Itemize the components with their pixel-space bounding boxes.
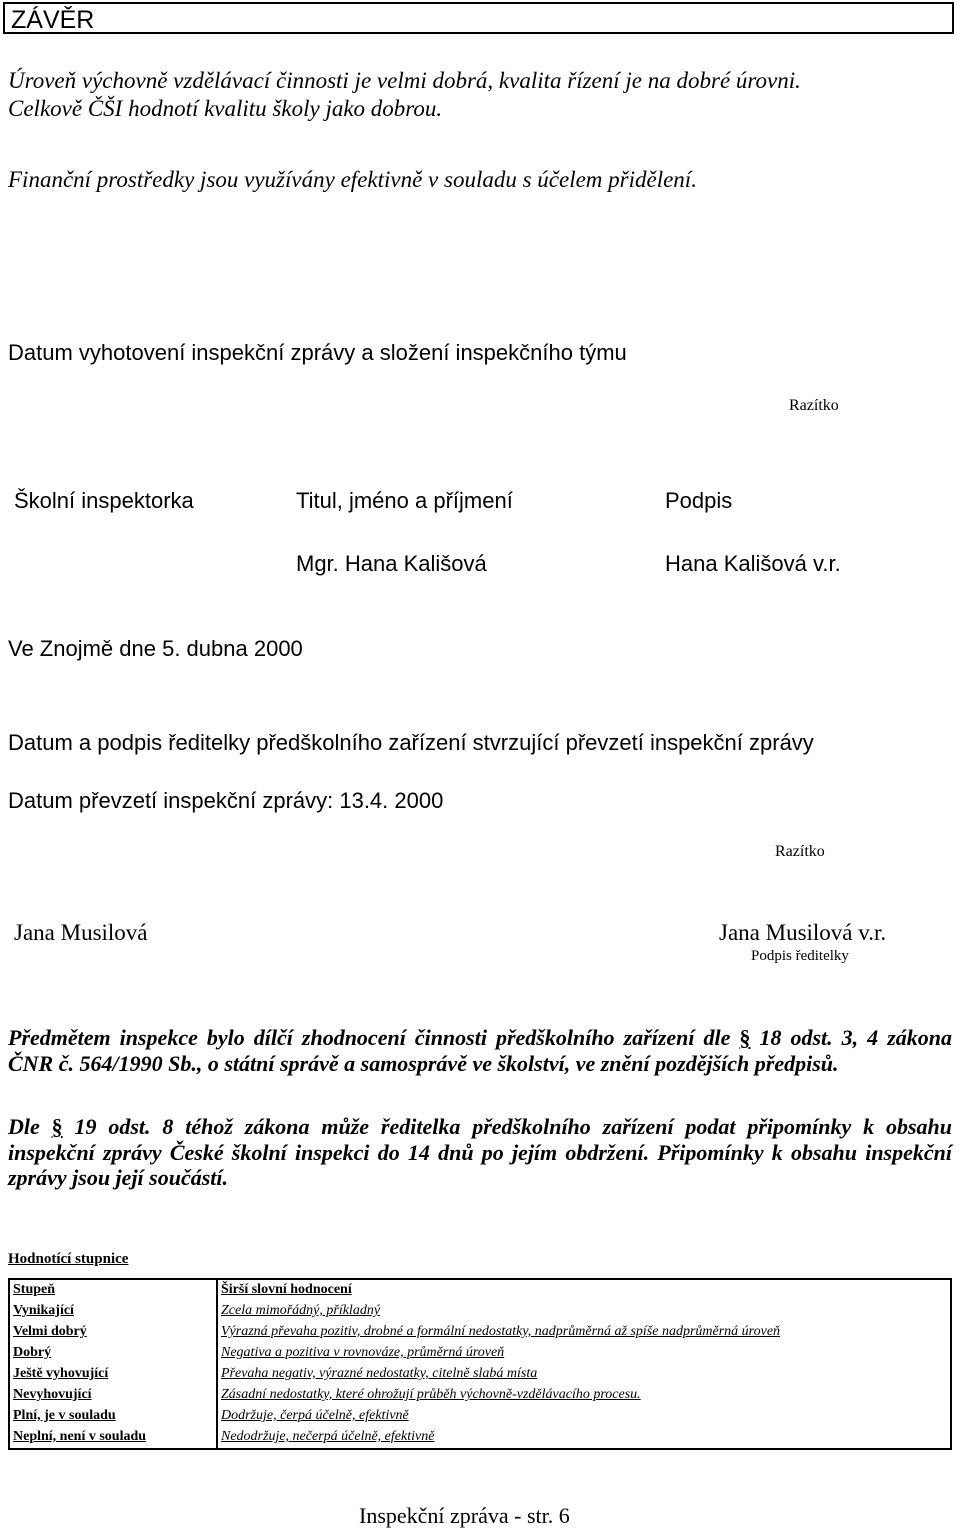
conclusion-line-3: Finanční prostředky jsou využívány efektivně v souladu s účelem přidělení. (8, 167, 697, 192)
table-cell (217, 1364, 951, 1385)
table-cell (217, 1385, 951, 1406)
column-header-grade: Stupeň (13, 1282, 56, 1297)
place-and-date: Ve Znojmě dne 5. dubna 2000 (8, 636, 303, 661)
grade-description: Dodržuje, čerpá účelně, efektivně (221, 1408, 409, 1423)
inspector-signature: Hana Kališová v.r. (665, 551, 841, 576)
grade-description: Nedodržuje, nečerpá účelně, efektivně (221, 1429, 435, 1444)
stamp-label-2: Razítko (775, 843, 825, 860)
inspector-name: Mgr. Hana Kališová (296, 551, 487, 576)
table-row (9, 1385, 951, 1406)
page-footer: Inspekční zpráva - str. 6 (359, 1503, 570, 1528)
table-cell (9, 1427, 217, 1449)
table-cell (217, 1301, 951, 1322)
director-name: Jana Musilová (14, 920, 148, 945)
column-header-description: Širší slovní hodnocení (221, 1282, 352, 1297)
grade-label: Plní, je v souladu (13, 1408, 116, 1423)
table-row (9, 1301, 951, 1322)
grade-description: Zcela mimořádný, příkladný (221, 1303, 381, 1318)
grade-description: Výrazná převaha pozitiv, drobné a formální nedostatky, nadprůměrná až spíše nadprůměrná úroveň (221, 1324, 781, 1339)
legal-paragraph-1-end: 18 odst. 3, 4 zákona ČNR č. 564/1990 Sb., o státní správě a samosprávě ve školství, ve znění pozdějších předpisů. (8, 1025, 953, 1076)
table-cell (217, 1427, 951, 1449)
section-sign-icon: § (51, 1114, 63, 1139)
legal-paragraph-1 (8, 1025, 952, 1076)
legal-paragraph-2-end: 19 odst. 8 téhož zákona může ředitelka předškolního zařízení podat připomínky k obsahu inspekční zprávy České školní inspekci do 14 dnů po jejím obdržení. Připomínky k obsahu inspekční zprávy jsou její součástí. (8, 1114, 953, 1190)
grade-label: Neplní, není v souladu (13, 1429, 147, 1444)
table-row (9, 1343, 951, 1364)
table-header-row (9, 1279, 951, 1301)
table-cell (9, 1301, 217, 1322)
grade-description: Negativa a pozitiva v rovnováze, průměrná úroveň (221, 1345, 505, 1360)
conclusion-heading-box (3, 2, 954, 34)
receipt-date: Datum převzetí inspekční zprávy: 13.4. 2000 (8, 788, 444, 813)
table-cell (217, 1343, 951, 1364)
grade-description: Převaha negativ, výrazné nedostatky, citelně slabá místa (221, 1366, 538, 1381)
inspector-signature-header: Podpis (665, 488, 733, 513)
inspector-name-header: Titul, jméno a příjmení (296, 488, 513, 513)
conclusion-heading: ZÁVĚR (11, 6, 95, 34)
inspection-date-title: Datum vyhotovení inspekční zprávy a složení inspekčního týmu (8, 340, 627, 365)
rating-scale-table (8, 1278, 952, 1450)
table-cell (9, 1279, 217, 1301)
table-row (9, 1364, 951, 1385)
stamp-label-1: Razítko (789, 397, 839, 414)
conclusion-line-1: Úroveň výchovně vzdělávací činnosti je velmi dobrá, kvalita řízení je na dobré úrovni. (8, 68, 801, 93)
grade-label: Nevyhovující (13, 1387, 92, 1402)
inspector-role-header: Školní inspektorka (14, 488, 194, 513)
table-cell (9, 1385, 217, 1406)
table-row (9, 1427, 951, 1449)
table-cell (9, 1364, 217, 1385)
conclusion-line-2: Celkově ČŠI hodnotí kvalitu školy jako dobrou. (8, 96, 443, 121)
legal-paragraph-2-start: Dle (8, 1114, 40, 1139)
grade-label: Ještě vyhovující (13, 1366, 109, 1381)
table-cell (9, 1343, 217, 1364)
director-signature-caption: Podpis ředitelky (751, 948, 849, 964)
director-signature: Jana Musilová v.r. (719, 920, 887, 945)
grade-label: Dobrý (13, 1345, 52, 1360)
table-cell (9, 1406, 217, 1427)
table-row (9, 1322, 951, 1343)
table-row (9, 1406, 951, 1427)
table-cell (217, 1406, 951, 1427)
section-sign-icon: § (739, 1025, 751, 1050)
table-cell (217, 1322, 951, 1343)
receipt-title: Datum a podpis ředitelky předškolního zařízení stvrzující převzetí inspekční zprávy (8, 730, 814, 755)
grade-description: Zásadní nedostatky, které ohrožují průběh výchovně-vzdělávacího procesu. (221, 1387, 641, 1402)
table-cell (9, 1322, 217, 1343)
table-cell (217, 1279, 951, 1301)
grade-label: Vynikající (13, 1303, 74, 1318)
rating-scale-title: Hodnotící stupnice (8, 1251, 129, 1267)
legal-paragraph-1-start: Předmětem inspekce bylo dílčí zhodnocení činnosti předškolního zařízení dle (8, 1025, 731, 1050)
legal-paragraph-2 (8, 1114, 952, 1191)
grade-label: Velmi dobrý (13, 1324, 87, 1339)
